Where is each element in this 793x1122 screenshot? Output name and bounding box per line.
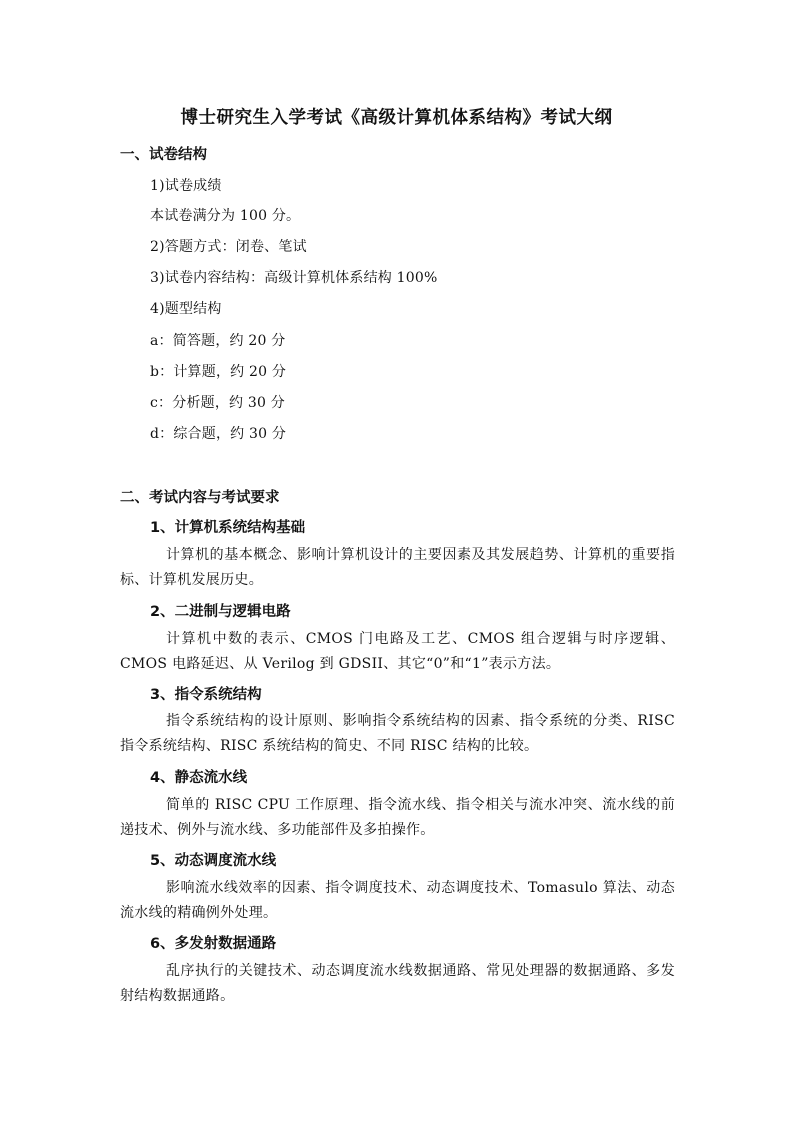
section1-item: c：分析题，约 30 分 <box>150 395 285 411</box>
section1-heading: 一、试卷结构 <box>120 147 207 163</box>
topic-paragraph: 计算机的基本概念、影响计算机设计的主要因素及其发展趋势、计算机的重要指标、计算机发展历史。 <box>120 547 675 588</box>
topic-heading: 4、静态流水线 <box>150 770 248 786</box>
topic-paragraph: 乱序执行的关键技术、动态调度流水线数据通路、常见处理器的数据通路、多发射结构数据通路。 <box>120 963 675 1004</box>
topic-paragraph: 指令系统结构的设计原则、影响指令系统结构的因素、指令系统的分类、RISC 指令系统结构、RISC 系统结构的简史、不同 RISC 结构的比较。 <box>120 713 675 754</box>
topic-heading: 1、计算机系统结构基础 <box>150 520 306 536</box>
section1-item: b：计算题，约 20 分 <box>150 364 287 380</box>
topic-heading: 6、多发射数据通路 <box>150 936 277 952</box>
section1-item: 4)题型结构 <box>150 301 222 317</box>
section1-item: a：简答题，约 20 分 <box>150 333 286 349</box>
topic-paragraph: 影响流水线效率的因素、指令调度技术、动态调度技术、Tomasulo 算法、动态流水线的精确例外处理。 <box>120 880 675 921</box>
section2-heading: 二、考试内容与考试要求 <box>120 490 280 506</box>
section1-item: 2)答题方式：闭卷、笔试 <box>150 239 307 255</box>
topic-paragraph: 简单的 RISC CPU 工作原理、指令流水线、指令相关与流水冲突、流水线的前递技术、例外与流水线、多功能部件及多拍操作。 <box>120 797 675 838</box>
topic-heading: 5、动态调度流水线 <box>150 853 277 869</box>
topic-heading: 2、二进制与逻辑电路 <box>150 604 291 620</box>
section1-item: 1)试卷成绩 <box>150 178 222 194</box>
section1-item: 3)试卷内容结构：高级计算机体系结构 100% <box>150 270 438 286</box>
section1-item: 本试卷满分为 100 分。 <box>150 208 301 224</box>
section1-item: d：综合题，约 30 分 <box>150 426 287 442</box>
topic-paragraph: 计算机中数的表示、CMOS 门电路及工艺、CMOS 组合逻辑与时序逻辑、CMOS 电路延迟、从 Verilog 到 GDSII、其它“0”和“1”表示方法。 <box>120 631 675 672</box>
topic-heading: 3、指令系统结构 <box>150 687 262 703</box>
page-title: 博士研究生入学考试《高级计算机体系结构》考试大纲 <box>180 108 613 128</box>
